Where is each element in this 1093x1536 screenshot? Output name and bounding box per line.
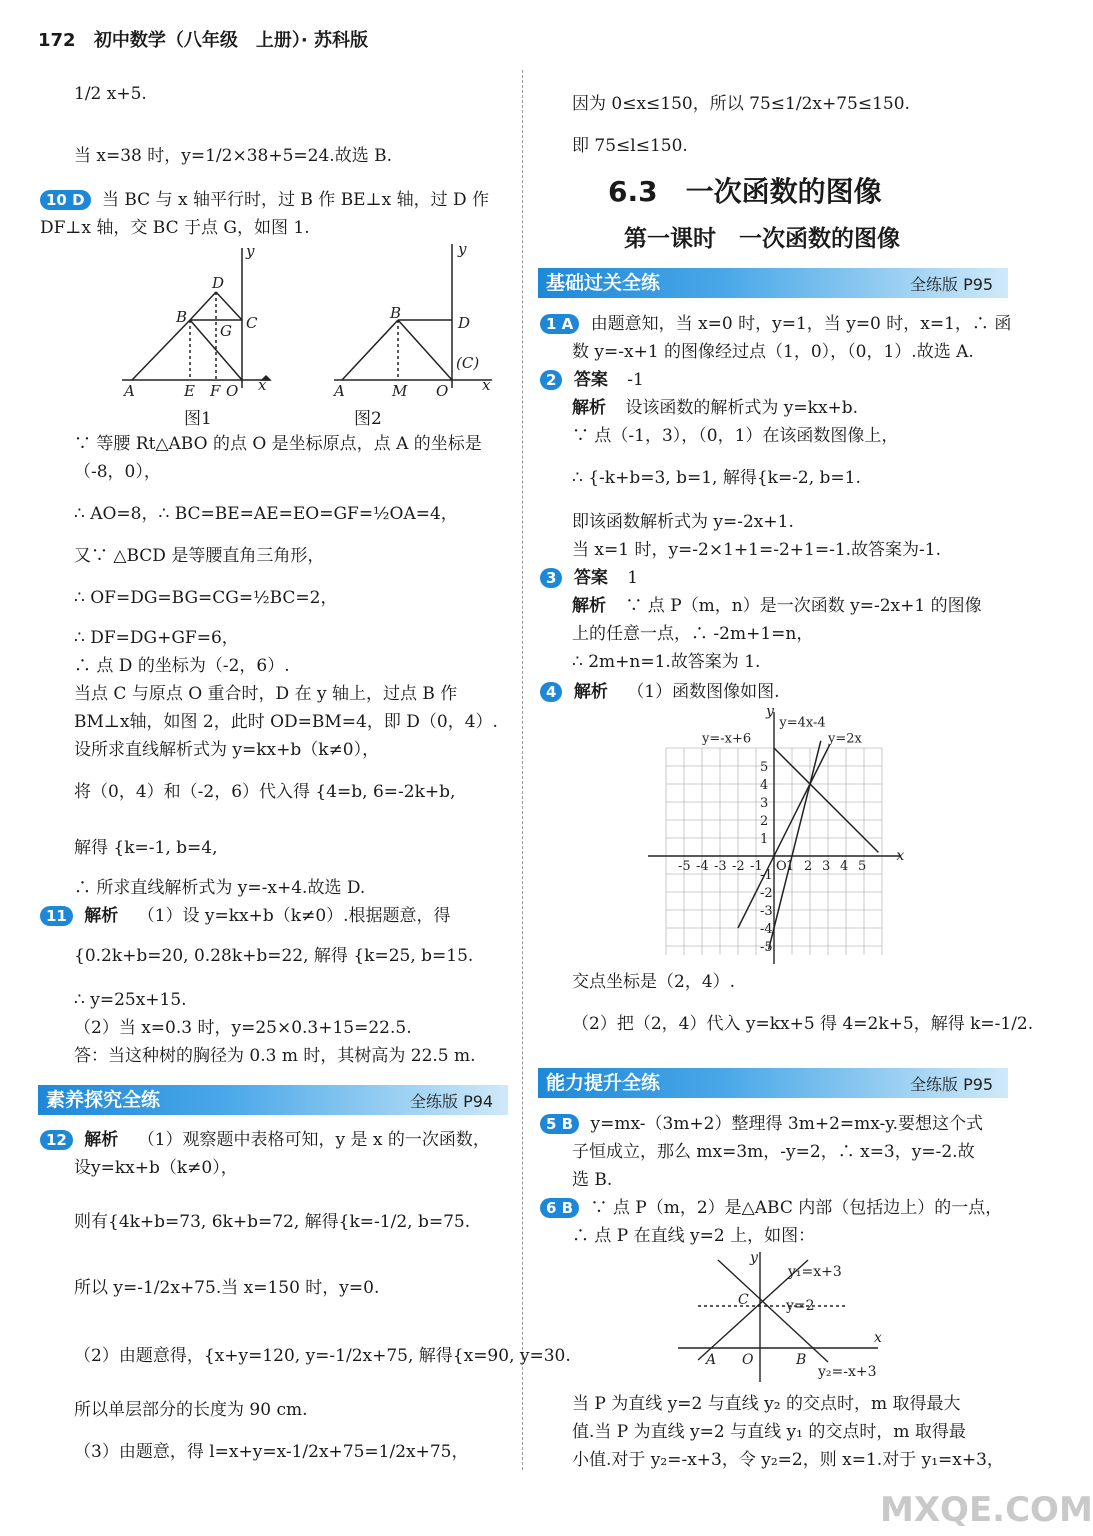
label-answer: 答案: [573, 370, 608, 390]
text-line: ∵ 等腰 Rt△ABO 的点 O 是坐标原点，点 A 的坐标是: [74, 434, 482, 454]
y-tick-label: -1: [760, 868, 773, 883]
answer-badge: 6 B: [540, 1198, 579, 1218]
y-tick-label: -2: [760, 886, 773, 901]
text-line: （1）观察题中表格可知，y 是 x 的一次函数，: [137, 1130, 490, 1150]
text-line: 因为 0≤x≤150，所以 75≤1/2x+75≤150.: [572, 94, 910, 114]
text-line: 小值.对于 y₂=-x+3，令 y₂=2，则 x=1.对于 y₁=x+3，: [572, 1450, 1004, 1470]
y-tick-label: -3: [760, 904, 773, 919]
svg-text:A: A: [706, 1352, 717, 1368]
svg-text:D: D: [212, 274, 225, 292]
y-tick-label: 3: [760, 796, 769, 811]
text-line: 由题意知，当 x=0 时，y=1，当 y=0 时，x=1，∴ 函: [590, 314, 1012, 334]
answer-badge: 10 D: [40, 190, 91, 210]
lesson-title: 第一课时 一次函数的图像: [624, 226, 900, 252]
text-line: [572, 396, 858, 420]
label-y1: y₁=x+3: [788, 1264, 842, 1280]
svg-text:y: y: [458, 240, 467, 258]
text-line: 又∵ △BCD 是等腰直角三角形，: [74, 546, 325, 566]
text-line: 解得 {k=-1, b=4,: [74, 838, 218, 858]
text-line: ∵ 点（-1，3），（0，1）在该函数图像上，: [572, 426, 899, 446]
text-line: BM⊥x轴，如图 2，此时 OD=BM=4，即 D（0，4）.: [74, 712, 498, 732]
banner-title: 能力提升全练: [546, 1072, 661, 1094]
text-line: y=mx-（3m+2）整理得 3m+2=mx-y.要想这个式: [590, 1114, 984, 1134]
label-y-eq-2: y=2: [786, 1298, 815, 1314]
banner-ref: 全练版 P95: [910, 275, 994, 294]
text-line: 1/2 x+5.: [74, 84, 147, 104]
banner-title: 素养探究全练: [46, 1089, 161, 1111]
svg-text:D: D: [458, 314, 471, 332]
text-line: ∴ DF=DG+GF=6，: [74, 628, 239, 648]
text-line: 当 x=38 时，y=1/2×38+5=24.故选 B.: [74, 146, 392, 166]
x-tick-label: 5: [858, 859, 867, 874]
svg-text:B: B: [176, 308, 188, 326]
y-tick-label: 5: [760, 760, 769, 775]
svg-text:x: x: [874, 1330, 882, 1346]
answer-badge: 3: [540, 568, 562, 588]
text-line: （2）把（2，4）代入 y=kx+5 得 4=2k+5，解得 k=-1/2.: [572, 1014, 1034, 1034]
x-tick-label: 4: [840, 859, 849, 874]
x-tick-label: -4: [696, 859, 709, 874]
question-11: [40, 904, 451, 928]
svg-text:y: y: [246, 242, 255, 260]
figure-1-caption: 图1: [184, 409, 212, 429]
banner-ref: 全练版 P94: [410, 1092, 494, 1111]
text-line: （3）由题意，得 l=x+y=x-1/2x+75=1/2x+75，: [74, 1442, 469, 1462]
page-header: [38, 26, 368, 52]
svg-text:C: C: [246, 314, 258, 332]
text-line: （1）函数图像如图.: [627, 682, 780, 702]
text-line: ∵ 点 P（m，n）是一次函数 y=-2x+1 的图像: [625, 596, 982, 616]
text-line: 当 x=1 时，y=-2×1+1=-2+1=-1.故答案为-1.: [572, 540, 942, 560]
question-10: [40, 188, 489, 212]
text-line: 即 75≤l≤150.: [572, 136, 688, 156]
svg-text:O: O: [742, 1352, 754, 1368]
text-line: ∴ {-k+b=3, b=1, 解得{k=-2, b=1.: [572, 468, 861, 488]
label-analysis: 解析: [84, 906, 119, 926]
svg-text:M: M: [392, 382, 408, 400]
text-line: （1）设 y=kx+b（k≠0）.根据题意，得: [137, 906, 451, 926]
text-line: ∴ 所求直线解析式为 y=-x+4.故选 D.: [74, 878, 366, 898]
text-line: DF⊥x 轴，交 BC 于点 G，如图 1.: [40, 218, 310, 238]
label-y-neg-x-6: y=-x+6: [702, 731, 752, 747]
label-y-2x: y=2x: [828, 731, 862, 747]
text-line: 数 y=-x+1 的图像经过点（1，0），（0，1）.故选 A.: [572, 342, 974, 362]
label-answer: 答案: [573, 568, 608, 588]
text-line: 当 P 为直线 y=2 与直线 y₂ 的交点时，m 取得最大: [572, 1394, 961, 1414]
label-analysis: 解析: [84, 1130, 119, 1150]
label-analysis: 解析: [572, 398, 606, 418]
banner-ref: 全练版 P95: [910, 1075, 994, 1094]
svg-text:O: O: [436, 382, 449, 400]
text-line: 设该函数的解析式为 y=kx+b.: [625, 398, 859, 418]
y-axis-label: y: [766, 703, 774, 720]
q4-function-graph: [654, 703, 924, 966]
question-12: [40, 1128, 490, 1152]
text-line: ∴ 点 D 的坐标为（-2，6）.: [74, 656, 290, 676]
text-line: 当点 C 与原点 O 重合时，D 在 y 轴上，过点 B 作: [74, 684, 458, 704]
text-line: ∴ y=25x+15.: [74, 990, 187, 1010]
svg-text:y: y: [750, 1250, 758, 1266]
x-tick-label: -5: [678, 859, 691, 874]
svg-text:(C): (C): [456, 354, 480, 372]
x-tick-label: -1: [750, 859, 763, 874]
svg-text:A: A: [124, 382, 135, 400]
svg-text:F: F: [210, 382, 221, 400]
text-line: ∴ 点 P 在直线 y=2 上，如图：: [572, 1226, 816, 1246]
text-line: ∴ OF=DG=BG=CG=½BC=2，: [74, 588, 338, 608]
x-axis-label: x: [896, 848, 905, 864]
x-tick-label: -3: [714, 859, 727, 874]
text-line: ∵ 点 P（m，2）是△ABC 内部（包括边上）的一点，: [590, 1198, 1003, 1218]
text-line: ∴ AO=8，∴ BC=BE=AE=EO=GF=½OA=4，: [74, 504, 458, 524]
svg-text:A: A: [334, 382, 345, 400]
text-line: [572, 594, 982, 618]
answer-value: 1: [627, 568, 639, 588]
text-line: 答：当这种树的胸径为 0.3 m 时，其树高为 22.5 m.: [74, 1046, 476, 1066]
book-title: 初中数学（八年级 上册）· 苏科版: [93, 30, 368, 51]
text-line: 值.当 P 为直线 y=2 与直线 y₁ 的交点时，m 取得最: [572, 1422, 966, 1442]
text-line: 设y=kx+b（k≠0），: [74, 1158, 238, 1178]
svg-text:x: x: [258, 376, 267, 394]
label-analysis: 解析: [573, 682, 608, 702]
label-y2: y₂=-x+3: [818, 1364, 877, 1380]
svg-text:C: C: [738, 1292, 749, 1308]
text-line: 上的任意一点，∴ -2m+1=n，: [572, 624, 814, 644]
answer-badge: 4: [540, 682, 562, 702]
svg-text:B: B: [390, 304, 402, 322]
x-tick-label: 1: [786, 859, 795, 874]
x-tick-label: -2: [732, 859, 745, 874]
text-line: （2）由题意得，{x+y=120, y=-1/2x+75, 解得{x=90, y=30.: [74, 1346, 571, 1366]
line-neg-x-plus-6: [774, 748, 878, 852]
text-line: 则有{4k+b=73, 6k+b=72, 解得{k=-1/2, b=75.: [74, 1212, 471, 1232]
line-4x-minus-4: [769, 741, 821, 950]
text-line: 选 B.: [572, 1170, 613, 1190]
label-y-4x-4: y=4x-4: [779, 715, 826, 731]
question-6: [540, 1196, 1002, 1220]
y-tick-label: -4: [760, 922, 773, 937]
question-4: [540, 680, 779, 704]
text-line: {0.2k+b=20, 0.28k+b=22, 解得 {k=25, b=15.: [74, 946, 474, 966]
text-line: 将（0，4）和（-2，6）代入得 {4=b, 6=-2k+b,: [74, 782, 456, 802]
label-analysis: 解析: [572, 596, 606, 616]
answer-badge: 2: [540, 370, 562, 390]
text-line: 所以单层部分的长度为 90 cm.: [74, 1400, 308, 1420]
question-3: [540, 566, 638, 590]
question-1: [540, 312, 1011, 336]
y-tick-label: 2: [760, 814, 769, 829]
question-5: [540, 1112, 983, 1136]
y-tick-label: -5: [760, 940, 773, 955]
watermark: MXQE.COM: [880, 1490, 1093, 1530]
text-line: （-8，0），: [74, 462, 161, 482]
text-line: ∴ 2m+n=1.故答案为 1.: [572, 652, 761, 672]
page-number: 172: [38, 30, 76, 51]
banner-title: 基础过关全练: [546, 272, 661, 294]
answer-badge: 11: [40, 906, 73, 926]
text-line: 交点坐标是（2，4）.: [572, 972, 736, 992]
text-line: 子恒成立，那么 mx=3m，-y=2，∴ x=3，y=-2.故: [572, 1142, 975, 1162]
text-line: 当 BC 与 x 轴平行时，过 B 作 BE⊥x 轴，过 D 作: [101, 190, 490, 210]
svg-text:E: E: [184, 382, 195, 400]
svg-text:G: G: [220, 322, 232, 340]
column-divider: [522, 70, 523, 1470]
text-line: 所以 y=-1/2x+75.当 x=150 时，y=0.: [74, 1278, 380, 1298]
origin-label: O: [776, 859, 787, 874]
text-line: （2）当 x=0.3 时，y=25×0.3+15=22.5.: [74, 1018, 412, 1038]
figure-2-caption: 图2: [354, 409, 382, 429]
answer-value: -1: [627, 370, 644, 390]
section-title: 6.3 一次函数的图像: [608, 175, 882, 208]
y-tick-label: 1: [760, 832, 769, 847]
svg-text:B: B: [796, 1352, 807, 1368]
svg-text:x: x: [482, 376, 491, 394]
figures-1-2: [122, 240, 502, 400]
answer-badge: 1 A: [540, 314, 579, 334]
x-tick-label: 2: [804, 859, 813, 874]
question-2: [540, 368, 644, 392]
q6-graph: [678, 1250, 898, 1386]
answer-badge: 5 B: [540, 1114, 579, 1134]
text-line: 设所求直线解析式为 y=kx+b（k≠0），: [74, 740, 380, 760]
y-tick-label: 4: [760, 778, 769, 793]
x-tick-label: 3: [822, 859, 831, 874]
answer-badge: 12: [40, 1130, 73, 1150]
line-2x: [738, 744, 830, 928]
svg-text:O: O: [226, 382, 239, 400]
text-line: 即该函数解析式为 y=-2x+1.: [572, 512, 794, 532]
